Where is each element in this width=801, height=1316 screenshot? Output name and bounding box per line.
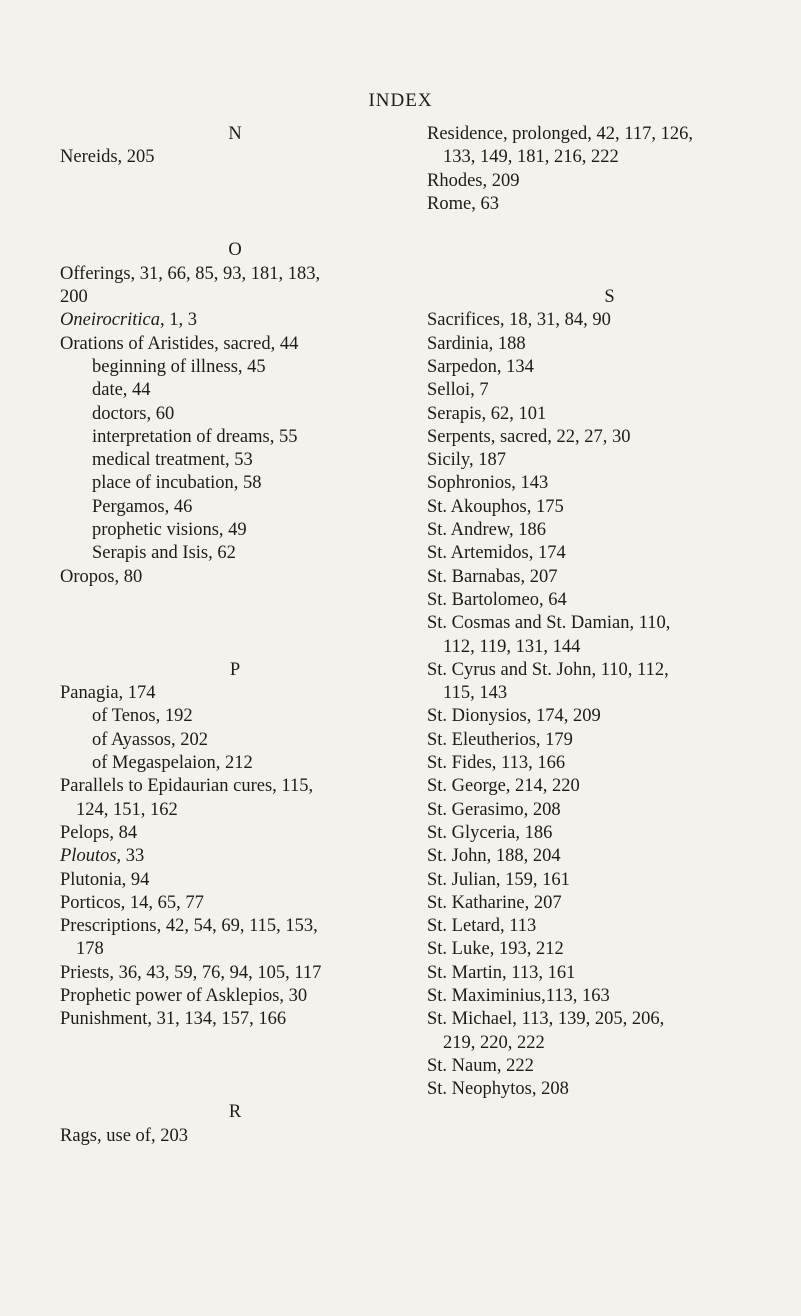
index-entry: Rome, 63	[427, 193, 499, 214]
index-entry: Parallels to Epidaurian cures, 115,	[60, 776, 314, 797]
index-entry: St. Barnabas, 207	[427, 566, 558, 587]
index-entry: Sardinia, 188	[427, 333, 526, 354]
index-entry: St. Artemidos, 174	[427, 543, 566, 564]
index-subentry: place of incubation, 58	[92, 473, 262, 494]
index-entry: Priests, 36, 43, 59, 76, 94, 105, 117	[60, 962, 322, 983]
index-entry: St. Neophytos, 208	[427, 1079, 569, 1100]
index-entry: St. Bartolomeo, 64	[427, 589, 567, 610]
index-entry: St. Martin, 113, 161	[427, 962, 576, 983]
index-entry: St. Katharine, 207	[427, 892, 562, 913]
index-entry: St. Andrew, 186	[427, 520, 547, 541]
index-subentry: date, 44	[92, 380, 151, 401]
spacer	[60, 1055, 410, 1078]
index-entry: St. Eleutherios, 179	[427, 729, 573, 750]
spacer	[60, 589, 410, 612]
index-entry-continuation: 133, 149, 181, 216, 222	[443, 147, 619, 168]
spacer	[427, 239, 792, 262]
index-entry: Nereids, 205	[60, 147, 155, 168]
right-column	[427, 123, 792, 1101]
index-entry: Oropos, 80	[60, 566, 143, 587]
section-letter: O	[228, 240, 242, 261]
index-subentry: of Megaspelaion, 212	[92, 753, 253, 774]
index-entry: St. Gerasimo, 208	[427, 799, 561, 820]
index-entry: St. Dionysios, 174, 209	[427, 706, 601, 727]
index-subentry: beginning of illness, 45	[92, 356, 266, 377]
index-entry-pages: , 1, 3	[160, 310, 198, 331]
index-entry: Prophetic power of Asklepios, 30	[60, 985, 308, 1006]
index-subentry: of Ayassos, 202	[92, 729, 208, 750]
index-entry: St. Michael, 113, 139, 205, 206,	[427, 1009, 665, 1030]
index-entry: St. Julian, 159, 161	[427, 869, 570, 890]
index-subentry: prophetic visions, 49	[92, 520, 247, 541]
index-entry: Selloi, 7	[427, 380, 489, 401]
index-subentry: Pergamos, 46	[92, 496, 193, 517]
index-entry: Pelops, 84	[60, 822, 138, 843]
index-entry: Rags, use of, 203	[60, 1125, 188, 1146]
spacer	[60, 170, 410, 193]
section-letter: P	[229, 659, 241, 680]
index-entry: Sophronios, 143	[427, 473, 549, 494]
index-entry: Porticos, 14, 65, 77	[60, 892, 204, 913]
index-entry	[60, 309, 410, 332]
index-entry: Panagia, 174	[60, 683, 156, 704]
page-title: INDEX	[368, 90, 433, 111]
index-entry: St. Letard, 113	[427, 916, 537, 937]
spacer	[60, 612, 410, 635]
index-entry: St. George, 214, 220	[427, 776, 580, 797]
spacer	[60, 1032, 410, 1055]
index-entry: St. Cyrus and St. John, 110, 112,	[427, 659, 669, 680]
index-subentry: doctors, 60	[92, 403, 175, 424]
index-subentry: of Tenos, 192	[92, 706, 193, 727]
index-entry: Serapis, 62, 101	[427, 403, 547, 424]
index-entry: 200	[60, 287, 88, 308]
index-entry: Residence, prolonged, 42, 117, 126,	[427, 124, 693, 144]
index-entry-continuation: 219, 220, 222	[443, 1032, 545, 1053]
index-subentry: Serapis and Isis, 62	[92, 543, 236, 564]
index-entry-pages: , 33	[116, 846, 145, 867]
left-column	[60, 123, 410, 1148]
index-entry-title: Ploutos	[60, 846, 117, 867]
index-entry: Sicily, 187	[427, 450, 506, 471]
index-entry: Sacrifices, 18, 31, 84, 90	[427, 310, 611, 331]
section-letter: S	[604, 287, 615, 308]
index-subentry: medical treatment, 53	[92, 450, 253, 471]
index-entry: St. Akouphos, 175	[427, 496, 564, 517]
index-entry: Serpents, sacred, 22, 27, 30	[427, 426, 631, 447]
index-entry: St. Naum, 222	[427, 1055, 534, 1076]
index-subentry: interpretation of dreams, 55	[92, 426, 298, 447]
spacer	[427, 216, 792, 239]
index-entry: Sarpedon, 134	[427, 356, 534, 377]
spacer	[427, 263, 792, 286]
index-entry: St. Maximinius,113, 163	[427, 985, 610, 1006]
index-entry-continuation: 178	[76, 939, 104, 960]
index-entry-title: Oneirocritica	[60, 310, 161, 331]
index-entry: St. Fides, 113, 166	[427, 753, 566, 774]
index-entry: Prescriptions, 42, 54, 69, 115, 153,	[60, 916, 318, 937]
index-entry-continuation: 124, 151, 162	[76, 799, 178, 820]
section-letter: R	[228, 1102, 242, 1123]
index-entry	[60, 845, 410, 868]
index-entry: Offerings, 31, 66, 85, 93, 181, 183,	[60, 263, 321, 284]
section-letter: N	[228, 124, 242, 144]
spacer	[60, 216, 410, 239]
index-entry: Punishment, 31, 134, 157, 166	[60, 1009, 287, 1030]
index-entry: Plutonia, 94	[60, 869, 150, 890]
index-entry: St. Cosmas and St. Damian, 110,	[427, 613, 671, 634]
index-entry: St. Glyceria, 186	[427, 822, 553, 843]
index-entry: Orations of Aristides, sacred, 44	[60, 333, 299, 354]
index-entry: St. Luke, 193, 212	[427, 939, 564, 960]
index-entry-continuation: 115, 143	[443, 683, 508, 704]
index-entry: St. John, 188, 204	[427, 846, 561, 867]
spacer	[60, 193, 410, 216]
index-entry: Rhodes, 209	[427, 170, 520, 191]
spacer	[60, 1078, 410, 1101]
spacer	[60, 636, 410, 659]
index-entry-continuation: 112, 119, 131, 144	[443, 636, 581, 657]
